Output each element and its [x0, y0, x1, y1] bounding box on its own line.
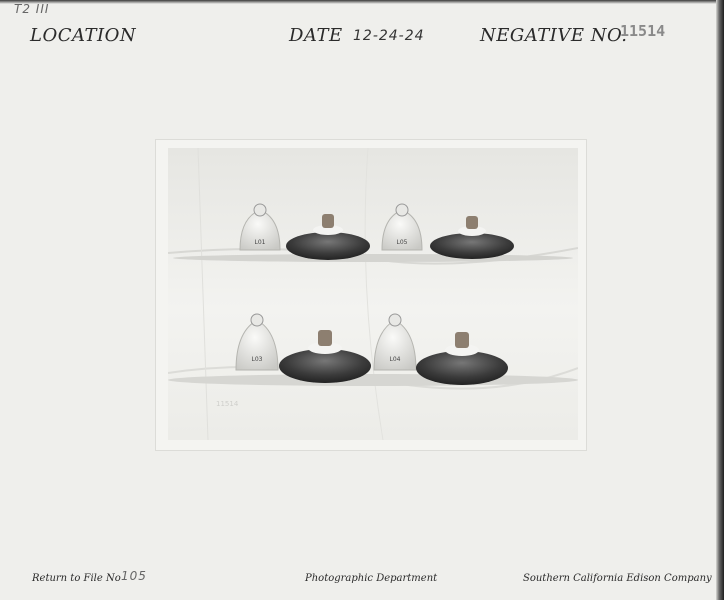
insulator-label: L04 [389, 356, 401, 363]
date-label: DATE [289, 25, 343, 46]
department-label: Photographic Department [305, 573, 438, 584]
location-label: LOCATION [30, 25, 137, 46]
insulator-label: L03 [251, 356, 263, 363]
card-top-edge [0, 0, 716, 4]
date-value: 12-24-24 [353, 28, 425, 44]
return-to-file-value: 105 [121, 569, 147, 583]
company-label: Southern California Edison Company [523, 573, 712, 584]
corner-mark: T2 III [14, 2, 50, 16]
negative-number-value: 11514 [620, 22, 666, 40]
insulator-label: L01 [254, 239, 266, 246]
return-to-file-label: Return to File No [32, 573, 121, 584]
insulator-label: L05 [396, 239, 408, 246]
photo-negative-mark: 11514 [216, 400, 239, 408]
insulator-photograph [168, 148, 578, 440]
card-right-edge [716, 0, 724, 600]
negative-number-label: NEGATIVE NO. [480, 25, 628, 46]
